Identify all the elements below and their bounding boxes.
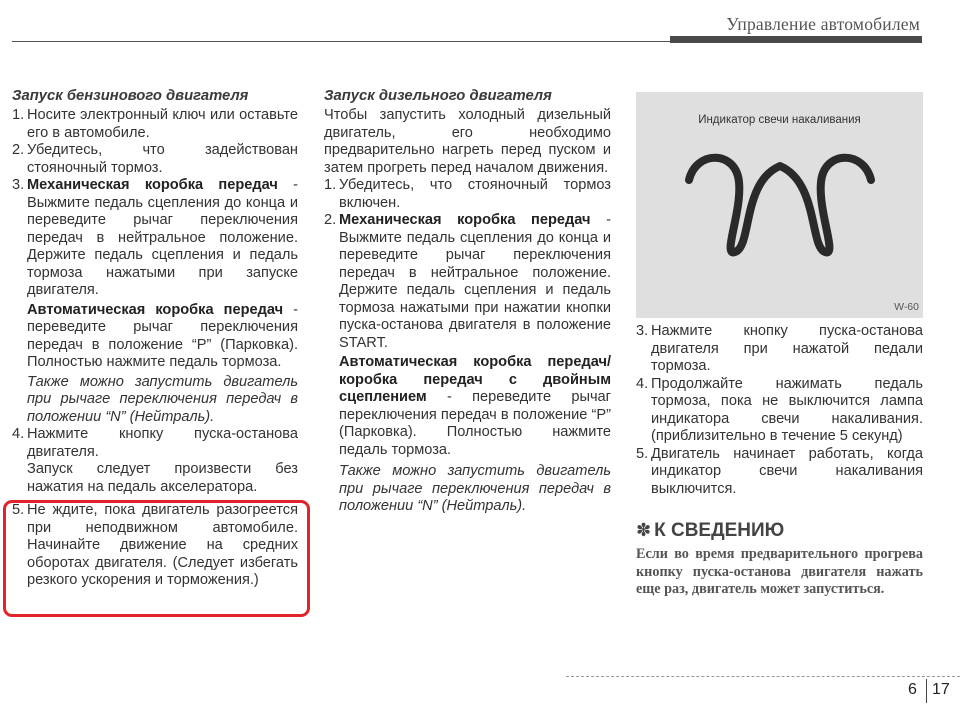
note-text: Если во время предварительного прогрева кнопку пуска-останова двигателя нажать еще раз, двигатель может запуститься. [636,546,923,598]
neutral-note: Также можно запустить двигатель при рычаге переключения передач в положении “N” (Нейтраль). [339,463,611,514]
automatic-gearbox-text: - переведите рычаг переключения передач в положение “P” (Парковка). Полностью нажмите педаль тормоза. [27,301,298,370]
header-rule-thick [670,36,922,43]
automatic-gearbox-paragraph [339,354,611,459]
item-text: Носите электронный ключ или оставьте его в автомобиле. [27,107,298,141]
page-number-separator [926,679,927,703]
item-text: Нажмите кнопку пуска-останова двигателя. [27,426,298,460]
item-text [339,212,611,352]
item-number: 5. [12,502,25,518]
chapter-number: 6 [908,681,917,698]
manual-gearbox-text: - Выжмите педаль сцепления до конца и переведите рычаг переключения передач в нейтральное положение. Держите педаль сцепления и педаль тормоза нажатыми при запуске двигателя. [27,177,298,298]
note-title: К СВЕДЕНИЮ [654,520,785,541]
automatic-gearbox-text: - переведите рычаг переключения передач в положение “P” (Парковка). Полностью нажмите педаль тормоза. [339,389,611,458]
list-item [636,323,923,376]
list-item [636,446,923,499]
page-number: 17 [932,681,950,698]
item-text: Убедитесь, что стояночный тормоз включен. [339,177,611,211]
list-item [636,376,923,446]
manual-gearbox-label: Механическая коробка передач [339,212,591,228]
item-number: 2. [324,212,337,228]
figure-caption: Индикатор свечи накаливания [698,114,861,126]
header-rule-thin [12,41,670,42]
manual-gearbox-label: Механическая коробка передач [27,177,278,193]
item-text: Двигатель начинает работать, когда индикатор свечи накаливания выключится. [651,445,923,497]
item-number: 3. [636,323,649,339]
item-text: Убедитесь, что задействован стояночный тормоз. [27,142,298,176]
item-number: 4. [12,426,25,442]
automatic-gearbox-label: Автоматическая коробка передач [27,301,284,318]
list-item [324,177,611,212]
footer-rule [566,676,960,677]
note-star-icon: ✽ [636,520,652,540]
figure-code: W-60 [894,301,919,313]
list-item [12,107,298,142]
glow-plug-indicator-icon [636,92,923,318]
manual-gearbox-text: - Выжмите педаль сцепления до конца и переведите рычаг переключения передач в нейтральное положение. Держите педаль сцепления и педаль тормоза нажатыми при нажатии кнопки пуска-останова двигателя в положение START. [339,212,611,351]
list-item [12,177,298,300]
diesel-start-section [324,86,611,516]
diesel-intro: Чтобы запустить холодный дизельный двигатель, его необходимо предварительно нагреть перед пуском и затем прогреть перед началом движения. [324,107,611,176]
item-text: Не ждите, пока двигатель разогреется при неподвижном автомобиле. Начинайте движение на средних оборотах двигателя. (Следует избегать резкого ускорения и торможения.) [27,502,298,588]
item-text: Продолжайте нажимать педаль тормоза, пока не выключится лампа индикатора свечи накаливания. (приблизительно в течение 5 секунд) [651,375,923,444]
diesel-steps-continued [636,323,923,498]
list-item [12,426,298,461]
list-item [324,212,611,352]
item-number: 1. [324,177,337,193]
item-number: 3. [12,177,25,193]
item-number: 2. [12,142,25,158]
section-title-gasoline: Запуск бензинового двигателя [12,88,249,104]
neutral-note: Также можно запустить двигатель при рычаге переключения передач в положении “N” (Нейтраль). [27,373,298,425]
glow-plug-figure [636,92,923,318]
automatic-gearbox-paragraph [27,302,298,372]
item-text: Нажмите кнопку пуска-останова двигателя при нажатой педали тормоза. [651,323,923,374]
item-number: 4. [636,375,649,392]
section-title-diesel: Запуск дизельного двигателя [324,88,552,104]
item-number: 1. [12,107,25,123]
list-item [12,142,298,177]
accelerator-note: Запуск следует произвести без нажатия на педаль акселератора. [27,461,298,495]
highlight-box [3,500,310,617]
page-header-title: Управление автомобилем [726,14,920,34]
item-number: 5. [636,445,649,462]
note-heading [636,520,784,542]
automatic-gearbox-label: Автоматическая коробка передач/коробка передач с двойным сцеплением [339,354,611,405]
item-text [27,177,298,300]
